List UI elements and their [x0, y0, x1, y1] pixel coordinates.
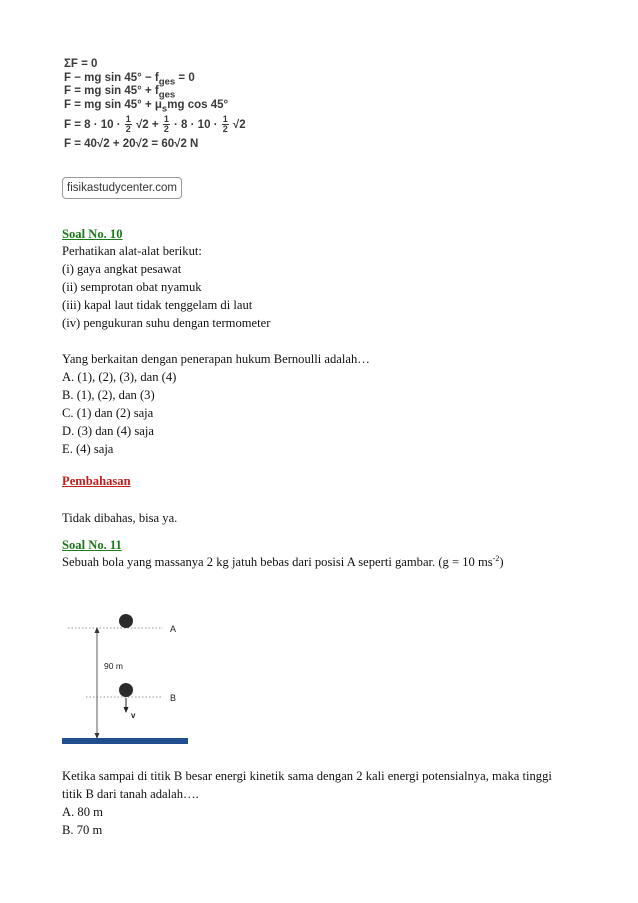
answer-option: D. (3) dan (4) saja — [62, 424, 154, 438]
ball-at-a — [119, 614, 133, 628]
fraction-denominator: 2 — [222, 124, 228, 135]
falling-ball-figure — [60, 606, 194, 748]
equation-text: F − mg sin 45° − f — [64, 71, 159, 84]
equation-line — [64, 112, 250, 138]
pembahasan-text: Tidak dibahas, bisa ya. — [62, 511, 178, 525]
equation-subscript: s — [161, 102, 168, 114]
ball-at-b — [119, 683, 133, 697]
answer-option: A. (1), (2), (3), dan (4) — [62, 370, 177, 384]
fraction — [222, 115, 229, 134]
equation-line — [64, 72, 250, 86]
label-b: B — [170, 693, 177, 703]
soal-10-heading[interactable]: Soal No. 10 — [62, 227, 123, 241]
answer-option: A. 80 m — [62, 805, 103, 819]
soal-11-text-end: ) — [499, 555, 504, 569]
label-a: A — [170, 624, 177, 634]
soal-11-text-main: Sebuah bola yang massanya 2 kg jatuh bebas dari posisi A seperti gambar. (g = 10 ms — [62, 555, 493, 569]
fraction-denominator: 2 — [163, 124, 169, 135]
equation-line — [64, 58, 250, 72]
pembahasan-heading[interactable]: Pembahasan — [62, 474, 131, 488]
answer-option: B. (1), (2), dan (3) — [62, 388, 155, 402]
equation-text: √2 + — [135, 119, 159, 131]
unit-exponent: -2 — [492, 553, 500, 563]
answer-option: C. (1) dan (2) saja — [62, 406, 154, 420]
velocity-arrow-icon — [124, 707, 129, 713]
equation-text: mg cos 45° — [167, 98, 229, 111]
answer-option: B. 70 m — [62, 823, 103, 837]
equation-subscript: ges — [158, 75, 176, 87]
arrow-up-icon — [95, 627, 100, 633]
soal-11-question: Ketika sampai di titik B besar energi kinetik sama dengan 2 kali energi potensialnya, maka tinggi titik B dari tanah adalah…. — [62, 769, 552, 801]
list-item: (ii) semprotan obat nyamuk — [62, 280, 202, 294]
list-item: (iii) kapal laut tidak tenggelam di laut — [62, 298, 253, 312]
equation-text: F = 40√2 + 20√2 = 60√2 N — [64, 138, 199, 150]
soal-10-intro: Perhatikan alat-alat berikut: — [62, 244, 202, 258]
equation-text: F = mg sin 45° + f — [64, 85, 159, 97]
soal-11-heading[interactable]: Soal No. 11 — [62, 538, 122, 552]
height-label: 90 m — [104, 661, 123, 671]
fraction-numerator: 1 — [222, 114, 228, 125]
equation-block — [64, 58, 250, 152]
answer-option: E. (4) saja — [62, 442, 114, 456]
fraction-numerator: 1 — [125, 114, 131, 125]
fraction-denominator: 2 — [125, 124, 131, 135]
equation-line — [64, 138, 250, 152]
equation-text: · 8 · 10 · — [174, 119, 218, 131]
equation-text: = 0 — [175, 71, 195, 84]
list-item: (i) gaya angkat pesawat — [62, 262, 182, 276]
soal-11-text — [62, 553, 504, 571]
equation-subscript: ges — [158, 89, 176, 101]
fraction-numerator: 1 — [163, 114, 169, 125]
velocity-label: v — [131, 711, 136, 720]
watermark-label: fisikastudycenter.com — [62, 177, 182, 199]
fraction — [163, 115, 170, 134]
equation-text: F = 8 · 10 · — [64, 119, 121, 131]
equation-text: F = mg sin 45° + μ — [64, 98, 162, 111]
equation-line — [64, 99, 250, 113]
soal-10-question: Yang berkaitan dengan penerapan hukum Bernoulli adalah… — [62, 352, 370, 366]
fraction — [125, 115, 132, 134]
equation-text: ΣF = 0 — [64, 58, 98, 70]
list-item: (iv) pengukuran suhu dengan termometer — [62, 316, 271, 330]
equation-line — [64, 85, 250, 99]
ground — [62, 738, 188, 744]
equation-text: √2 — [232, 119, 246, 131]
